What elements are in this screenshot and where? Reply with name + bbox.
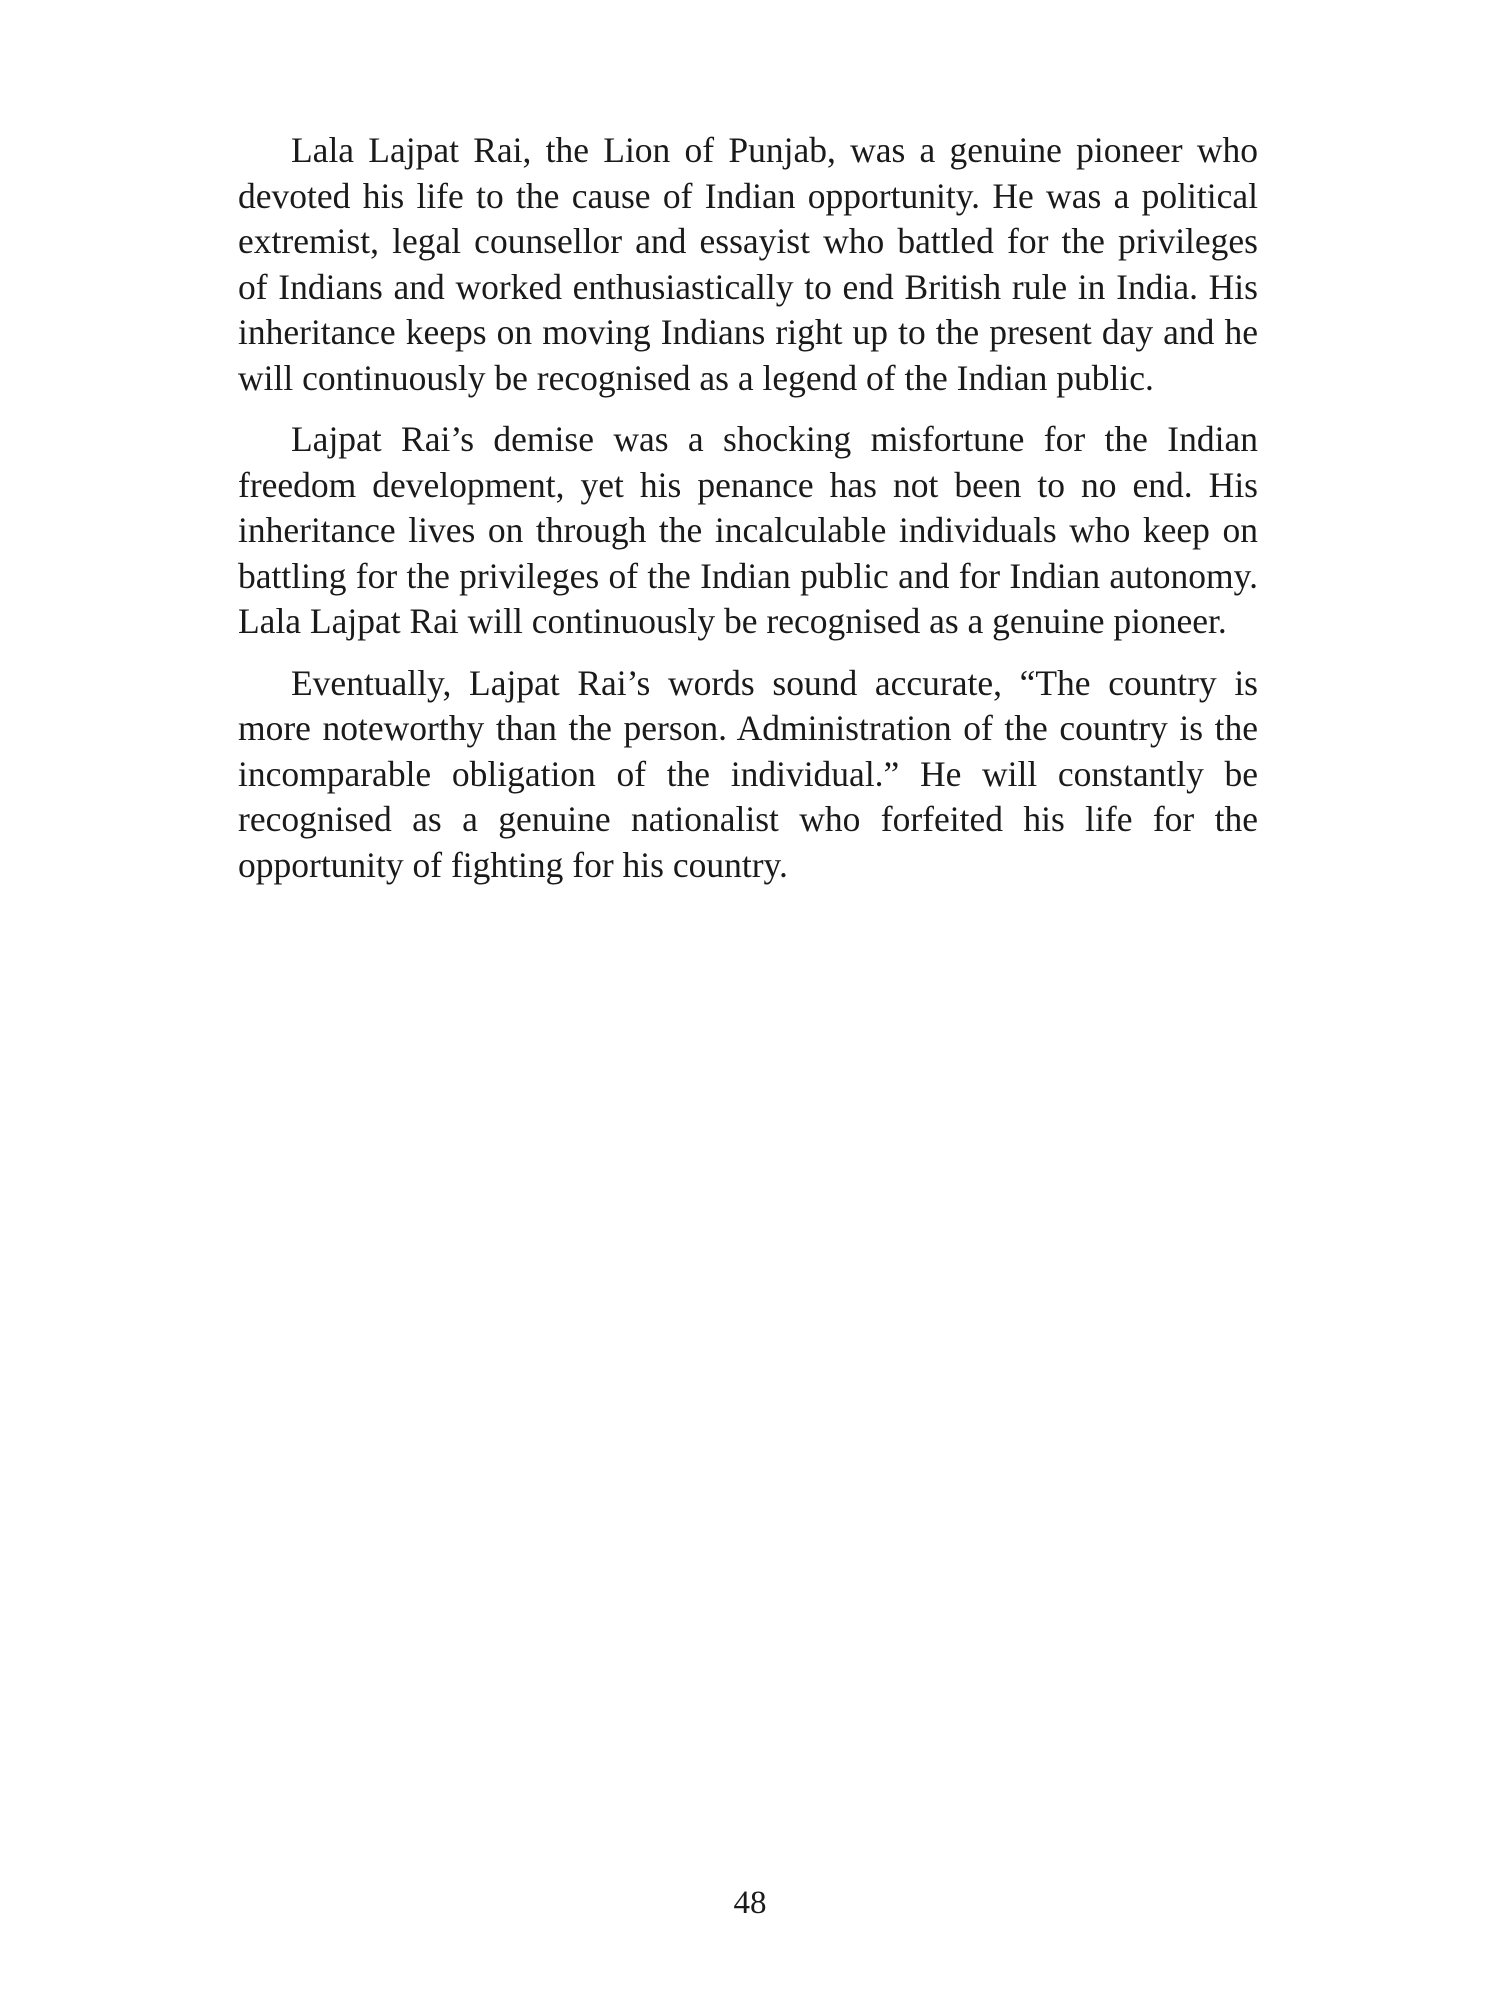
paragraph-2: Lajpat Rai’s demise was a shocking misfortune for the Indian freedom development, yet his penance has not been to no end. His inheritance lives on through the incalculable individuals who keep on battling for the privileges of the Indian public and for Indian autonomy. Lala Lajpat Rai will continuously be recognised as a genuine pioneer.	[238, 419, 1258, 641]
body-text	[238, 128, 1258, 904]
page-number: 48	[733, 1885, 767, 1921]
paragraph-1: Lala Lajpat Rai, the Lion of Punjab, was a genuine pioneer who devoted his life to the cause of Indian opportunity. He was a political extremist, legal counsellor and essayist who battled for the privileges of Indians and worked enthusiastically to end British rule in India. His inheritance keeps on moving Indians right up to the present day and he will continuously be recognised as a legend of the Indian public.	[238, 130, 1258, 398]
paragraph-3: Eventually, Lajpat Rai’s words sound accurate, “The country is more noteworthy than the person. Administration of the country is the incomparable obligation of the individual.” He will constantly be recognised as a genuine nationalist who forfeited his life for the opportunity of fighting for his country.	[238, 662, 1258, 885]
